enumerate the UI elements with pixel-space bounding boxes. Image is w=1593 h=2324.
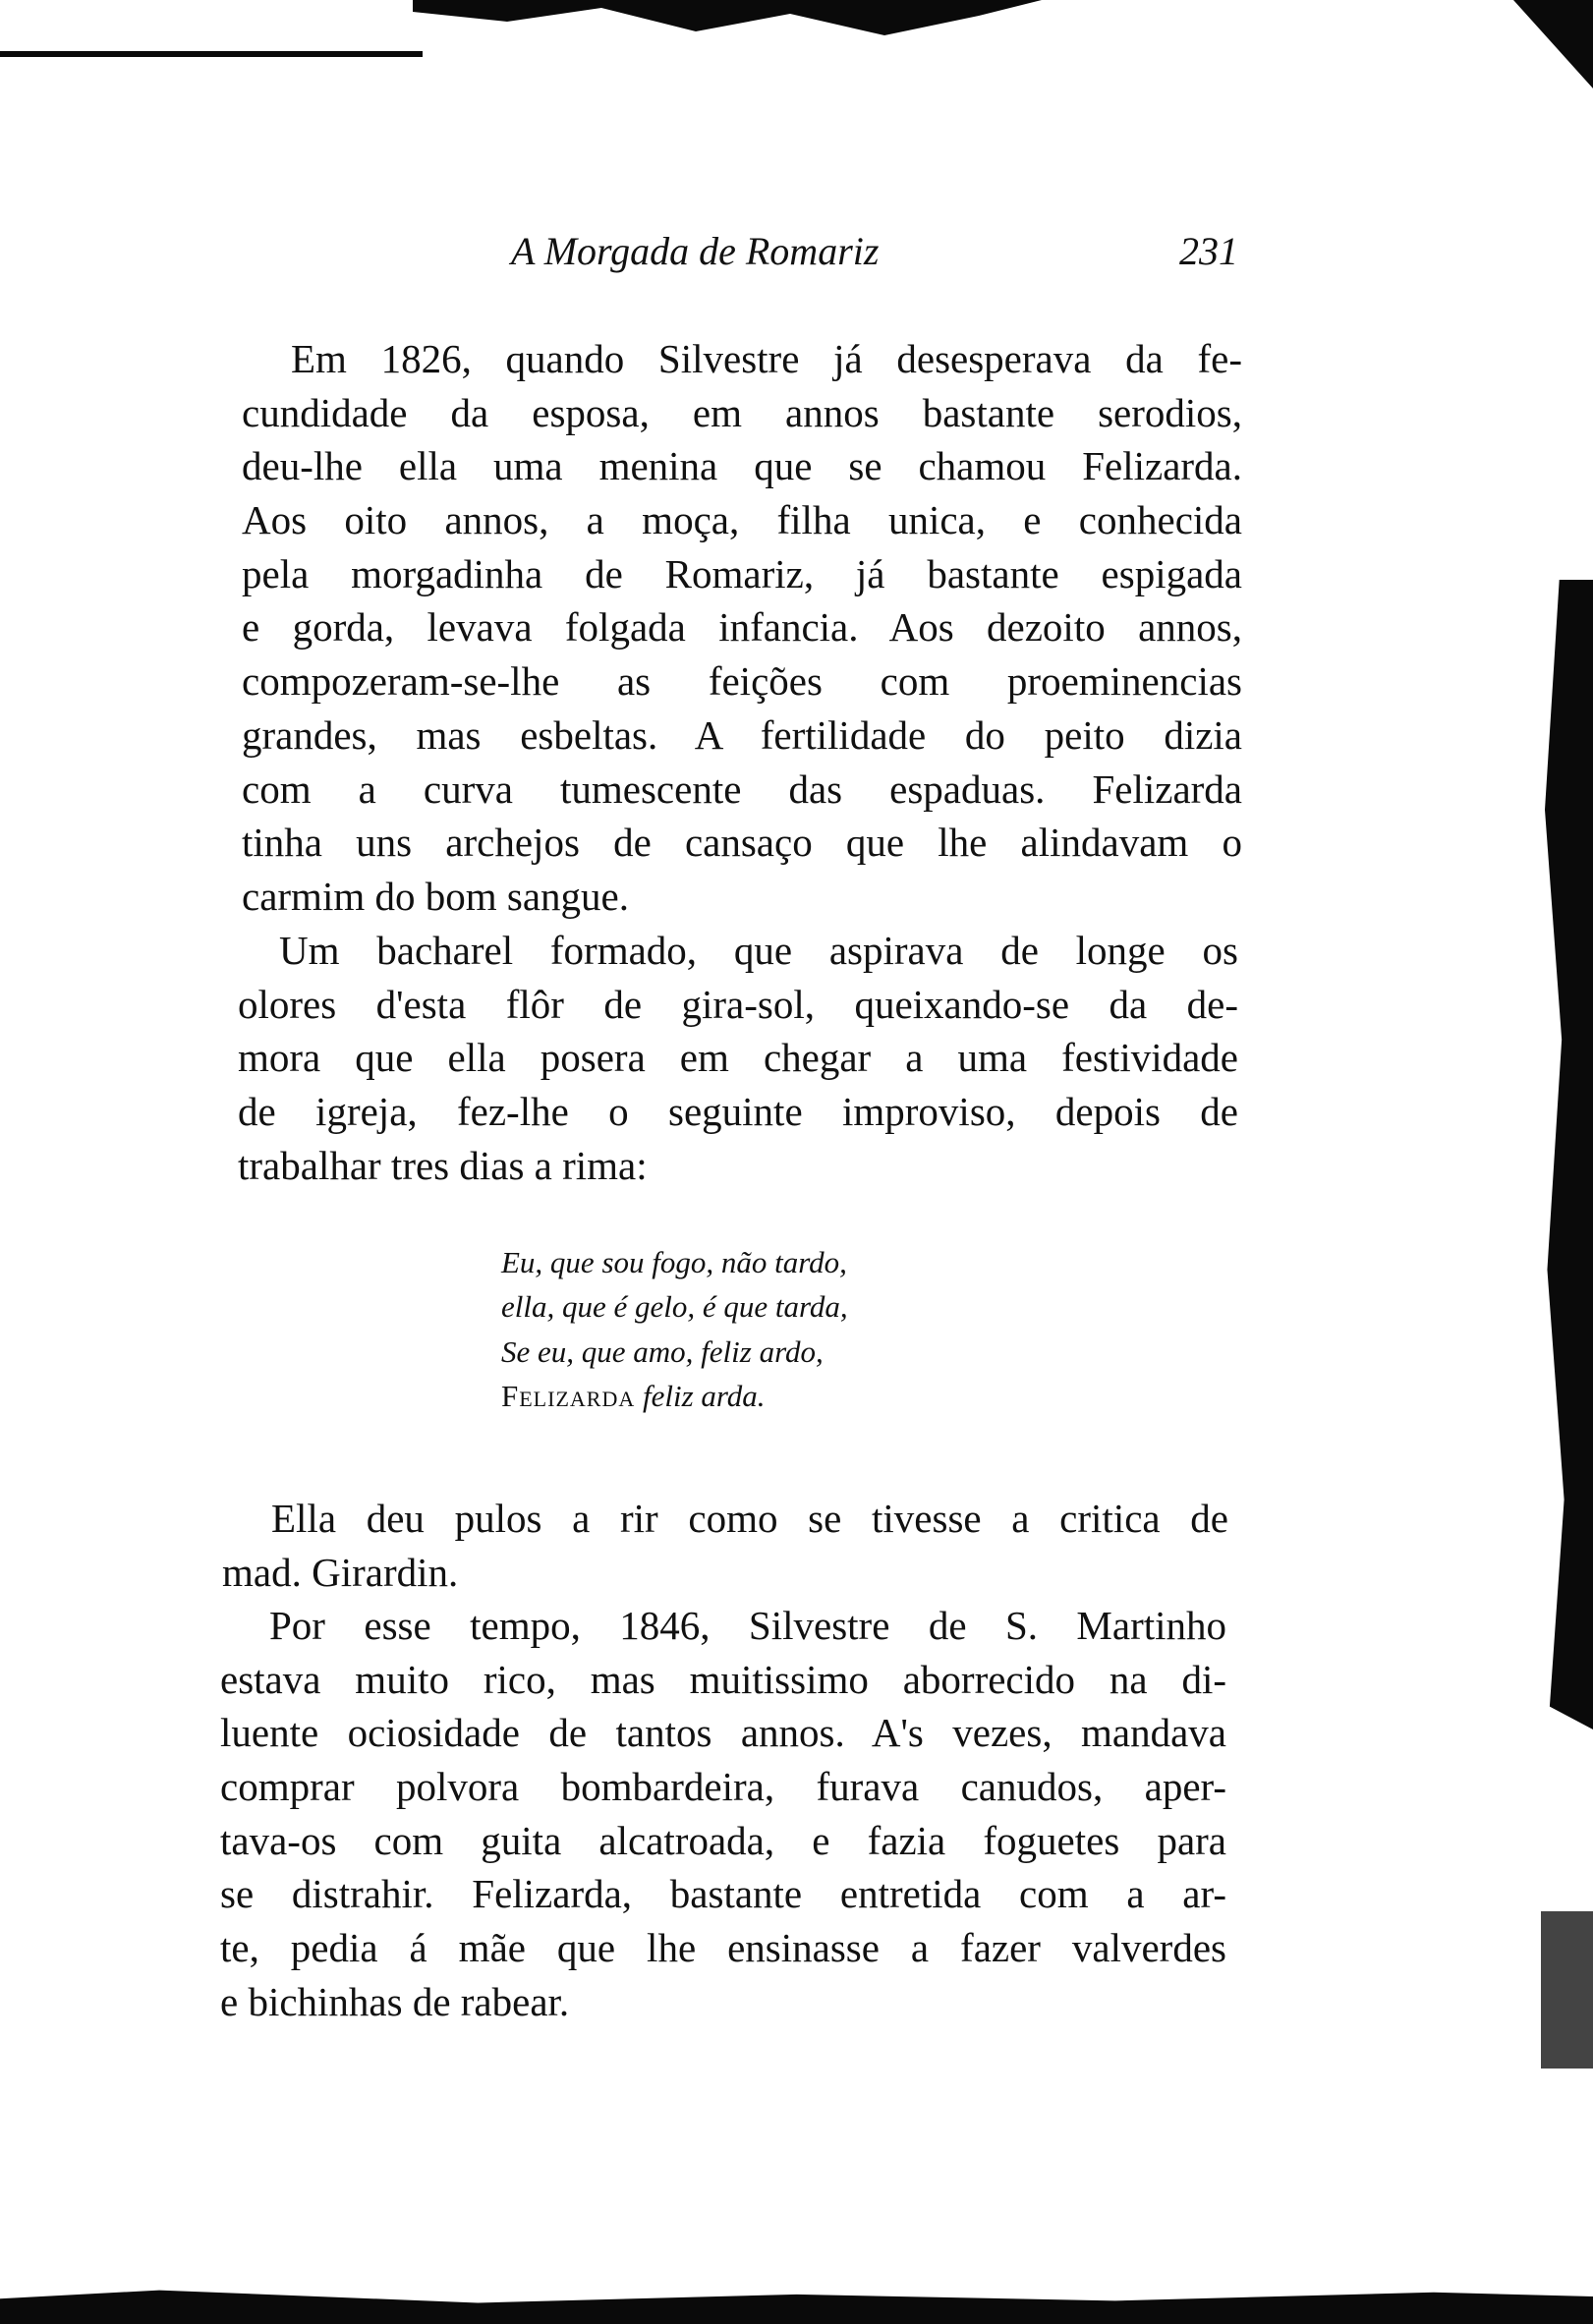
text-line: Ella deu pulos a rir como se tivesse a critica de: [271, 1496, 1228, 1541]
text-line: Um bacharel formado, que aspirava de longe os: [279, 928, 1238, 973]
verse-line: Eu, que sou fogo, não tardo,: [501, 1245, 847, 1279]
text-line: de igreja, fez-lhe o seguinte improviso, depois de: [238, 1089, 1238, 1135]
text-line: se distrahir. Felizarda, bastante entretida com a ar-: [220, 1871, 1226, 1917]
verse-line: Se eu, que amo, feliz ardo,: [501, 1333, 824, 1369]
verse-quatrain: [501, 1240, 848, 1419]
scan-edge-right-lower: [1541, 1911, 1593, 2069]
verse-line-rest: feliz arda.: [642, 1379, 766, 1414]
text-line: te, pedia á mãe que lhe ensinasse a fazer valverdes: [220, 1925, 1226, 1971]
text-line: cundidade da esposa, em annos bastante serodios,: [242, 389, 1242, 435]
text-line: Em 1826, quando Silvestre já desesperava da fe-: [291, 336, 1242, 381]
text-line: compozeram-se-lhe as feições com proeminencias: [242, 658, 1242, 705]
text-line: e bichinhas de rabear.: [220, 1978, 570, 2024]
paragraph-4: [220, 1599, 1226, 2029]
verse-line: ella, que é gelo, é que tarda,: [501, 1289, 848, 1325]
text-line: mora que ella posera em chegar a uma festividade: [238, 1035, 1238, 1081]
text-line: deu-lhe ella uma menina que se chamou Felizarda.: [242, 443, 1242, 489]
text-line: olores d'esta flôr de gira-sol, queixando-se da de-: [238, 981, 1238, 1027]
text-line: Aos oito annos, a moça, filha unica, e conhecida: [242, 497, 1242, 543]
text-line: pela morgadinha de Romariz, já bastante espigada: [242, 550, 1242, 596]
text-line: tinha uns archejos de cansaço que lhe alindavam o: [242, 820, 1242, 866]
text-line: e gorda, levava folgada infancia. Aos dezoito annos,: [242, 604, 1242, 651]
paragraph-1: [242, 332, 1242, 924]
text-line: grandes, mas esbeltas. A fertilidade do peito dizia: [242, 711, 1242, 758]
text-line: estava muito rico, mas muitissimo aborrecido na di-: [220, 1656, 1226, 1702]
paragraph-2: [238, 924, 1238, 1192]
text-line: com a curva tumescente das espaduas. Felizarda: [242, 765, 1242, 812]
text-line: comprar polvora bombardeira, furava canudos, aper-: [220, 1764, 1226, 1810]
text-line: mad. Girardin.: [222, 1549, 459, 1595]
paragraph-3: [222, 1492, 1228, 1599]
running-header-title: A Morgada de Romariz: [511, 229, 880, 273]
scan-edge-bottom: [0, 2282, 1593, 2324]
page-number: 231: [1179, 229, 1238, 273]
text-line: carmim do bom sangue.: [242, 873, 629, 919]
verse-name: Felizarda: [501, 1379, 636, 1414]
text-line: tava-os com guita alcatroada, e fazia foguetes para: [220, 1817, 1226, 1863]
scan-edge-top-left: [0, 51, 423, 57]
scan-edge-top-right: [1513, 0, 1593, 88]
scan-edge-right: [1545, 580, 1593, 1729]
text-line: Por esse tempo, 1846, Silvestre de S. Martinho: [269, 1603, 1226, 1648]
text-line: luente ociosidade de tantos annos. A's vezes, mandava: [220, 1710, 1226, 1756]
text-line: trabalhar tres dias a rima:: [238, 1142, 648, 1188]
verse-line: [501, 1374, 848, 1418]
scan-edge-top: [413, 0, 1042, 39]
